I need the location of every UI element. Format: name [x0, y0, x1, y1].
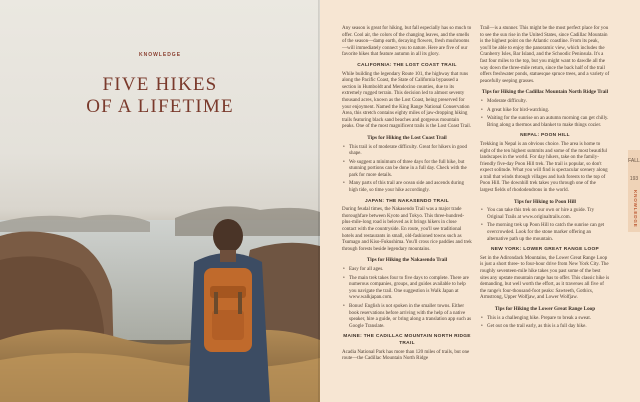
text-column-2 — [480, 26, 610, 333]
list-item: • This is a challenging hike. Prepare to break a sweat. — [480, 316, 610, 323]
tips-list-great-range — [480, 316, 610, 331]
list-item: • A great hike for bird-watching. — [480, 108, 610, 115]
season-label: FALL — [628, 158, 640, 164]
list-item: • You can take this trek on our own or hire a guide. Try Original Trails at www.originaltrails.com. — [480, 208, 610, 221]
tips-heading-great-range: Tips for Hiking the Lower Great Range Loop — [494, 305, 596, 312]
list-item: • Many parts of this trail are ocean side and ascends during high tide, so time your hike accordingly. — [342, 181, 472, 194]
heading-new-york: NEW YORK: LOWER GREAT RANGE LOOP — [490, 247, 600, 253]
list-item: • This trail is of moderate difficulty. Great for hikers in good shape. — [342, 145, 472, 158]
heading-nepal: NEPAL: POON HILL — [520, 133, 570, 139]
paragraph-california: While building the legendary Route 101, the highway that runs along the Pacific Coast, the State of California bypassed a section in Humboldt and Mendocino counties, due to its extremely rugged terrain. This decision led to almost seventy thousand acres, known as the Lost Coast, being preserved for your enjoyment. Named the King Range National Conservation Area, this stretch contains eighty miles of jaw-dropping hiking trails featuring black sand beaches and gorgeous mountain peaks. One of the most magnificent trails is the Lost Coast Trail. — [342, 71, 472, 130]
tips-list-poon-hill — [480, 208, 610, 243]
section-side-tab — [628, 150, 640, 232]
tips-heading-lost-coast: Tips for Hiking the Lost Coast Trail — [367, 134, 447, 141]
tips-heading-cadillac: Tips for Hiking the Cadillac Mountain North Ridge Trail — [481, 89, 609, 96]
title-line-2: OF A LIFETIME — [86, 96, 234, 117]
tips-heading-poon-hill: Tips for Hiking to Poon Hill — [514, 198, 576, 205]
paragraph-new-york: Set in the Adirondack Mountains, the Lower Great Range Loop is just a short three- to four-hour drive from New York City. The roughly seventeen-mile hike takes you past some of the best sites any upstate mountain range has to offer. This classic hike is demanding, but well worth the effort, as it traverses all five of the range's four-thousand-foot peaks: Sawteeth, Gothics, Armstrong, Upper Wolfjaw, and Lower Wolfjaw. — [480, 255, 610, 301]
paragraph-nepal: Trekking in Nepal is an obvious choice. The area is home to eight of the ten highest summits and some of the most beautiful landscapes in the world. For day hikers, take on the family-friendly five-day Poon Hill trek. The trail is popular, so don't expect solitude. What you will find is spectacular scenery along a trail that winds through villages and lush forests to the top of Poon Hill. The downhill trek takes you through one of the largest fields of rhododendrons in the world. — [480, 141, 608, 194]
intro-paragraph: Any season is great for hiking, but fall especially has so much to offer. Cool air, the colors of the changing leaves, and the smells of the season—damp earth, decaying flowers, fresh mushrooms—will immediately connect you to nature. Here are five of our favorite hikes that feature autumn in all its glory. — [342, 26, 472, 58]
paragraph-maine: Acadia National Park has more than 120 miles of trails, but one route—the Cadillac Mountain North Ridge — [342, 349, 470, 362]
list-item: • We suggest a minimum of three days for the full hike, but stunning portions can be done in a full day. Check with the park for more details. — [342, 160, 472, 180]
section-kicker: KNOWLEDGE — [138, 52, 182, 58]
list-item: • The morning trek up Poon Hill to catch the sunrise can get overcrowded. Look for the stone marker offering an alternative path up the mountain. — [480, 223, 610, 243]
list-item: • Bonus! English is not spoken in the smaller towns. Either book reservations before arriving with the help of a native speaker, hire a guide, or bring along a translation app such as Google Translate. — [342, 304, 472, 330]
heading-japan: JAPAN: THE NAKASENDO TRAIL — [365, 198, 449, 204]
heading-maine: MAINE: THE CADILLAC MOUNTAIN NORTH RIDGE TRAIL — [343, 334, 471, 346]
section-label: KNOWLEDGE — [633, 190, 638, 228]
list-item: • Waiting for the sunrise on an autumn morning can get chilly. Bring along a thermos and blanket to make things cozier. — [480, 116, 610, 129]
page-number: 193 — [629, 176, 639, 182]
heading-california: CALIFORNIA: THE LOST COAST TRAIL — [357, 62, 457, 68]
tips-list-nakasendo — [342, 267, 472, 330]
page-title — [0, 74, 320, 118]
text-column-1 — [342, 26, 472, 365]
right-page-text — [320, 0, 640, 402]
paragraph-japan: During feudal times, the Nakasendo Trail was a major trade thoroughfare between Kyoto and Tokyo. This three-hundred-plus-mile-long road is beloved as it brings hikers in close contact with the countryside. En route, you'll see traditional hotels and restaurants in small, old-fashioned towns such as Tsumago and Kiso-Fukushima. You'll cross rice paddies and trek through forests beside legendary mountains. — [342, 207, 472, 252]
tips-heading-nakasendo: Tips for Hiking the Nakasendo Trail — [366, 257, 448, 264]
list-item: • Get out on the trail early, as this is a full day hike. — [480, 324, 610, 331]
list-item: • The main trek takes four to five days to complete. There are numerous companies, groups, and guides available to help you navigate the trail. One suggestion is Walk Japan at www.walkjapan.com. — [342, 276, 472, 302]
title-line-1: FIVE HIKES — [102, 74, 218, 95]
tips-list-lost-coast — [342, 145, 472, 195]
tips-list-cadillac — [480, 99, 610, 129]
list-item: • Easy for all ages. — [342, 267, 472, 274]
paragraph-maine-continued: Trail—is a stunner. This might be the most perfect place for you to see the sun rise in the United States, since Cadillac Mountain is the highest point on the Atlantic coastline. From its peak, you'll be able to enjoy the panoramic view, which includes the Cranberry Isles, Bar Island, and the Schoodic Peninsula. It's a fast four miles to the top, but you might want to dawdle all the way down the three-mile return, since the back half of the trail offers freshwater ponds, statuesque spruce trees, and a variety of peacefully seeping grasses. — [480, 26, 610, 84]
list-item: • Moderate difficulty. — [480, 99, 610, 106]
